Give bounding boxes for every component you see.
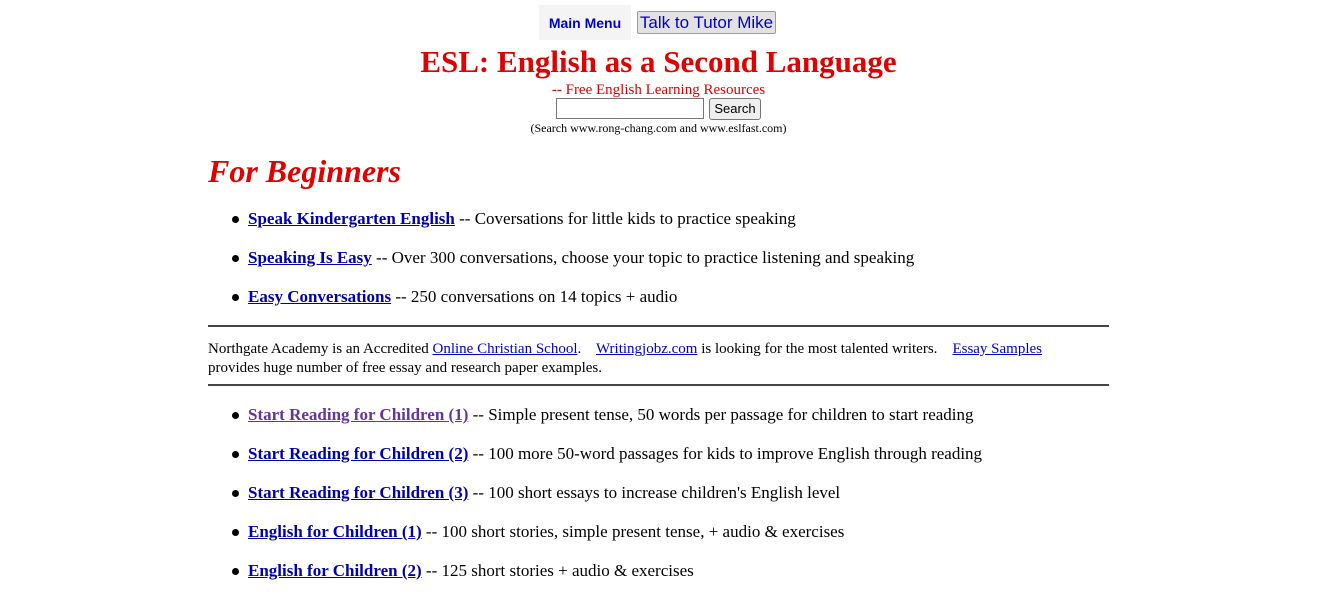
- top-navigation: [0, 5, 1317, 39]
- site-subtitle: -- Free English Learning Resources: [551, 82, 766, 98]
- list-item-description: -- 125 short stories + audio & exercises: [421, 561, 694, 580]
- list-item-description: -- Simple present tense, 50 words per passage for children to start reading: [468, 405, 974, 424]
- bullet-icon: [232, 294, 239, 301]
- start-reading-children-3-link[interactable]: Start Reading for Children (3): [248, 483, 469, 502]
- list-item: [208, 404, 1108, 443]
- writingjobz-link[interactable]: Writingjobz.com: [596, 341, 698, 357]
- bullet-icon: [232, 216, 239, 223]
- start-reading-children-1-link[interactable]: Start Reading for Children (1): [248, 405, 469, 424]
- sponsor-text: provides huge number of free essay and research paper examples.: [208, 360, 602, 376]
- list-item-description: -- Over 300 conversations, choose your topic to practice listening and speaking: [371, 248, 915, 267]
- main-menu-button[interactable]: Main Menu: [539, 5, 631, 40]
- speaking-is-easy-link[interactable]: Speaking Is Easy: [248, 248, 372, 267]
- list-item: [208, 247, 1108, 286]
- list-item: [208, 521, 1108, 560]
- english-for-children-1-link[interactable]: English for Children (1): [248, 522, 422, 541]
- search-button[interactable]: Search: [709, 98, 761, 120]
- speak-kindergarten-link[interactable]: Speak Kindergarten English: [248, 209, 455, 228]
- sponsor-text: .: [577, 341, 582, 357]
- online-christian-school-link[interactable]: Online Christian School: [432, 341, 578, 357]
- list-item-description: -- 250 conversations on 14 topics + audio: [391, 287, 678, 306]
- bullet-icon: [232, 451, 239, 458]
- sponsor-box: [208, 325, 1109, 386]
- search-note: (Search www.rong-chang.com and www.eslfast.com): [530, 121, 787, 135]
- list-item: [208, 560, 1108, 599]
- list-item-description: -- 100 more 50-word passages for kids to improve English through reading: [468, 444, 983, 463]
- children-link-list: [208, 404, 1108, 599]
- list-item-description: -- 100 short stories, simple present tense, + audio & exercises: [421, 522, 845, 541]
- section-heading: For Beginners: [208, 153, 401, 189]
- sponsor-text: is looking for the most talented writers.: [697, 341, 938, 357]
- bullet-icon: [232, 412, 239, 419]
- easy-conversations-link[interactable]: Easy Conversations: [248, 287, 392, 306]
- bullet-icon: [232, 568, 239, 575]
- sponsor-text: Northgate Academy is an Accredited: [208, 341, 433, 357]
- bullet-icon: [232, 529, 239, 536]
- start-reading-children-2-link[interactable]: Start Reading for Children (2): [248, 444, 469, 463]
- bullet-icon: [232, 255, 239, 262]
- list-item: [208, 208, 1108, 247]
- bullet-icon: [232, 490, 239, 497]
- list-item: [208, 443, 1108, 482]
- english-for-children-2-link[interactable]: English for Children (2): [248, 561, 422, 580]
- list-item: [208, 286, 1108, 325]
- essay-samples-link[interactable]: Essay Samples: [952, 341, 1043, 357]
- site-title: ESL: English as a Second Language: [420, 44, 897, 79]
- list-item-description: -- Coversations for little kids to practice speaking: [454, 209, 796, 228]
- list-item: [208, 482, 1108, 521]
- search-input[interactable]: [556, 98, 704, 119]
- talk-to-tutor-button[interactable]: Talk to Tutor Mike: [637, 11, 776, 34]
- beginner-link-list: [208, 208, 1108, 325]
- list-item-description: -- 100 short essays to increase children's English level: [468, 483, 841, 502]
